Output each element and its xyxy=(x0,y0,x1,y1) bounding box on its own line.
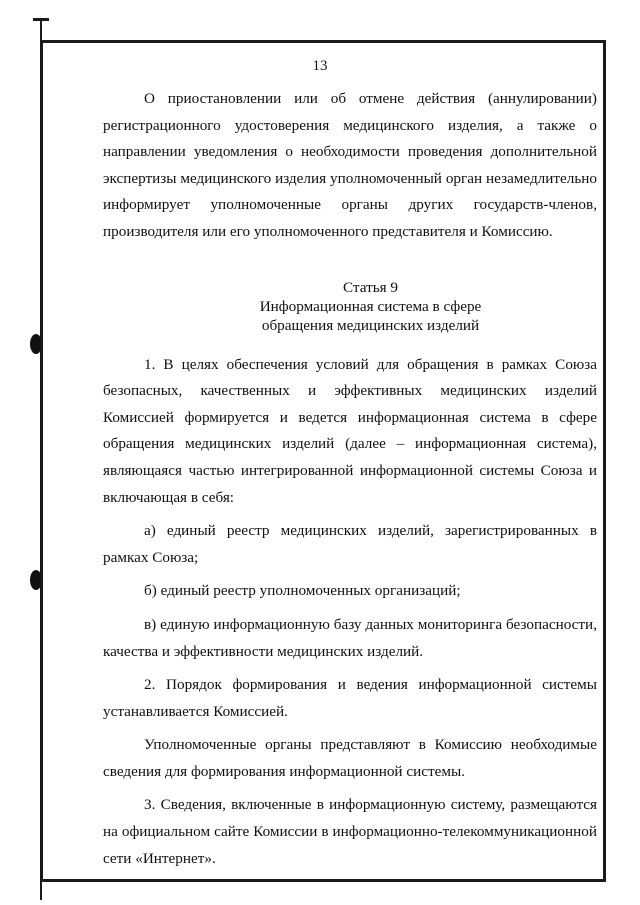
document-body xyxy=(103,86,597,872)
paragraph-2b: Уполномоченные органы представляют в Комиссию необходимые сведения для формирования информационной системы. xyxy=(103,736,597,780)
article-title-line2: обращения медицинских изделий xyxy=(261,316,480,334)
paragraph-1: 1. В целях обеспечения условий для обращения в рамках Союза безопасных, качественных и эффективных медицинских изделий Комиссией формируется и ведется информационная система в сфере обращения медицинских изделий (далее – информационная система), являющаяся частью интегрированной информационной системы Союза и включающая в себя: xyxy=(103,355,597,506)
article-heading xyxy=(103,278,597,335)
intro-paragraph: О приостановлении или об отмене действия (аннулировании) регистрационного удостоверения медицинского изделия, а также о направлении уведомления о необходимости проведения дополнительной экспертизы медицинского изделия уполномоченный орган незамедлительно информирует уполномоченные органы других государств-членов, производителя или его уполномоченного представителя и Комиссию. xyxy=(103,90,597,240)
list-item-b: б) единый реестр уполномоченных организаций; xyxy=(144,582,461,600)
paragraph-3: 3. Сведения, включенные в информационную систему, размещаются на официальном сайте Комиссии в информационно-телекоммуникационной сети «Интернет». xyxy=(103,796,597,867)
paragraph-2: 2. Порядок формирования и ведения информационной системы устанавливается Комиссией. xyxy=(103,676,597,720)
list-item-a: а) единый реестр медицинских изделий, зарегистрированных в рамках Союза; xyxy=(103,522,597,566)
article-title-line1: Информационная система в сфере xyxy=(259,297,482,315)
page-number: 13 xyxy=(312,58,328,74)
article-label: Статья 9 xyxy=(342,278,399,296)
list-item-c: в) единую информационную базу данных мониторинга безопасности, качества и эффективности медицинских изделий. xyxy=(103,615,597,660)
